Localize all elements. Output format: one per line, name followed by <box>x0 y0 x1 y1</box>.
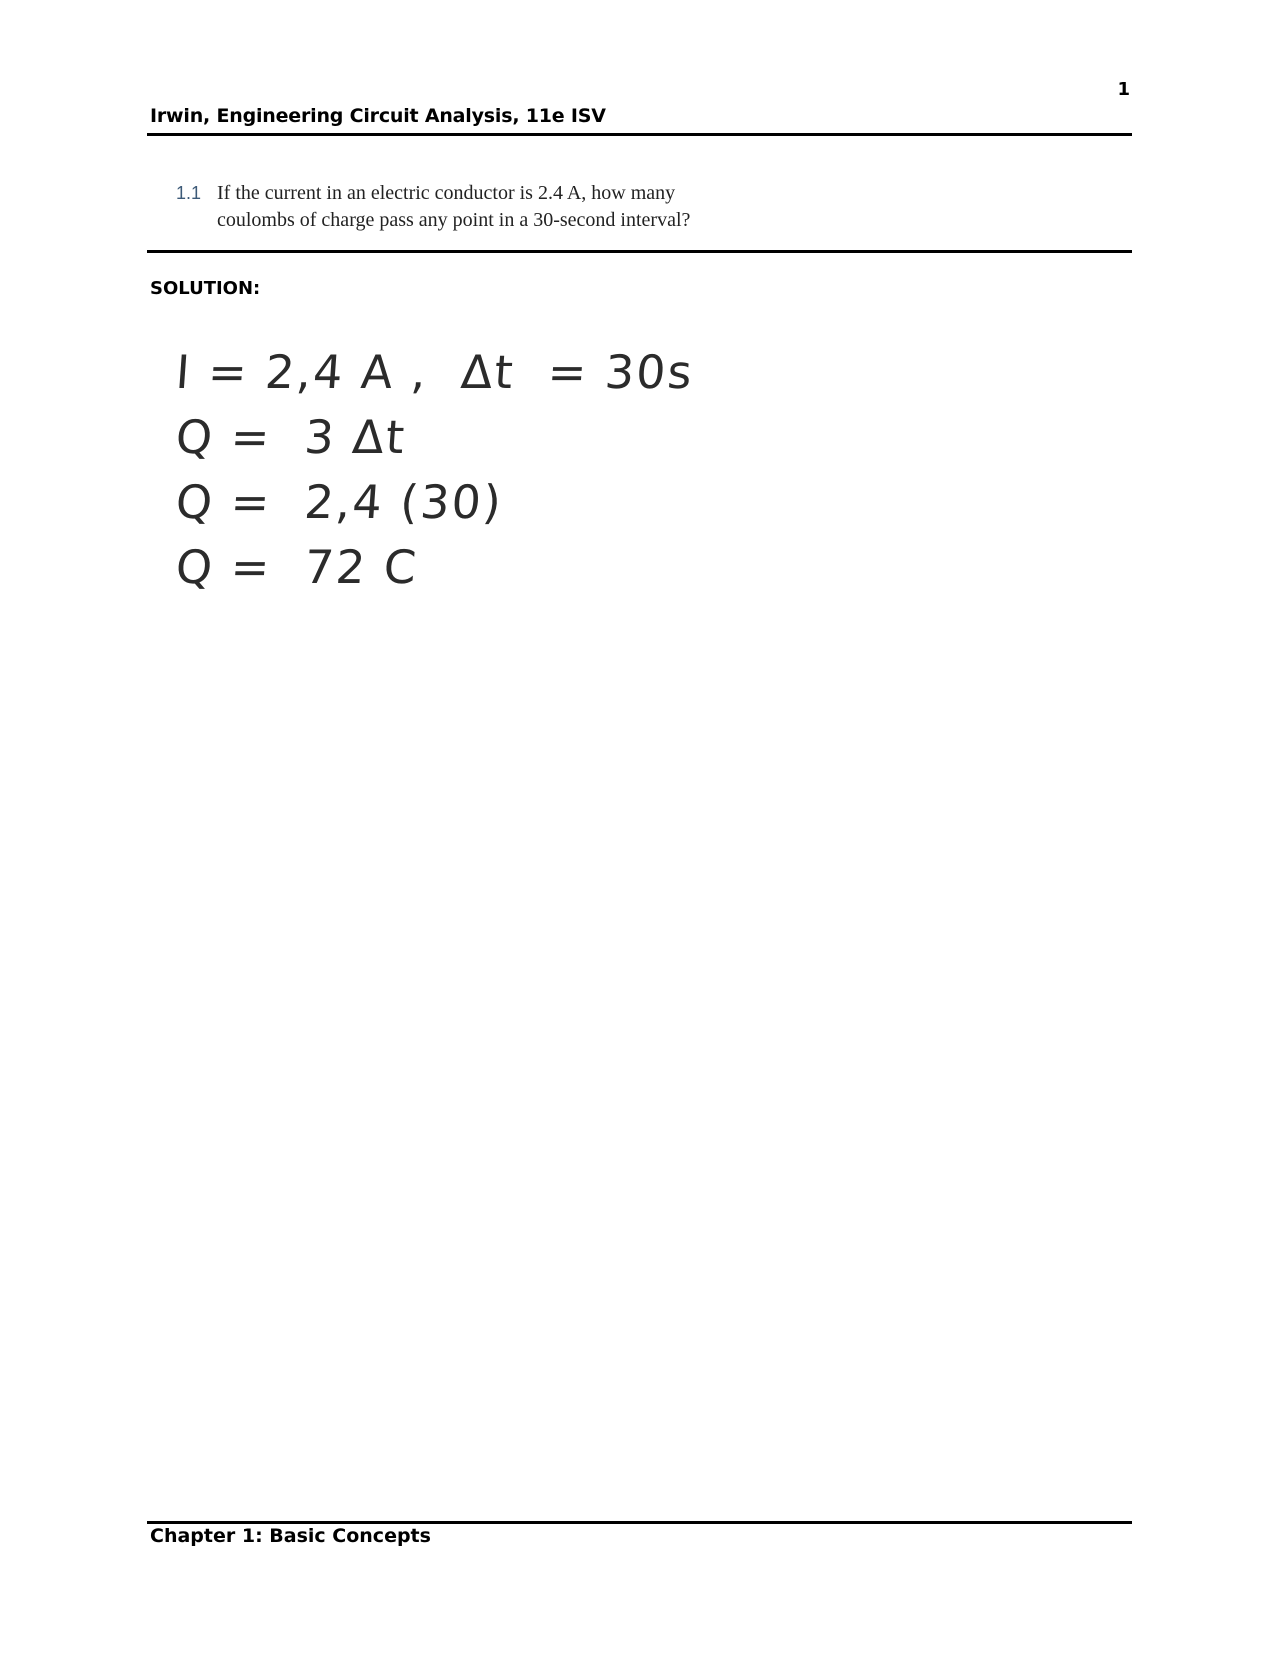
problem-number: 1.1 <box>176 183 202 203</box>
page-number: 1 <box>1117 79 1130 100</box>
problem-text: If the current in an electric conductor is 2.4 A, how many coulombs of charge pass any point in a 30-second interval? <box>217 182 691 231</box>
page-header-title: Irwin, Engineering Circuit Analysis, 11e ISV <box>150 105 606 127</box>
solution-line: Q = 72 C <box>174 540 420 594</box>
footer-chapter-title: Chapter 1: Basic Concepts <box>150 1525 431 1547</box>
footer-rule <box>147 1521 1132 1524</box>
header-rule <box>147 133 1132 136</box>
solution-line: Q = 3 Δt <box>174 410 408 464</box>
solution-label: SOLUTION: <box>150 278 261 299</box>
problem-divider-rule <box>147 250 1132 253</box>
solution-line: I = 2,4 A , Δt = 30s <box>174 345 696 399</box>
solution-line: Q = 2,4 (30) <box>174 475 505 529</box>
handwritten-solution <box>176 340 694 600</box>
problem-statement <box>176 180 737 234</box>
